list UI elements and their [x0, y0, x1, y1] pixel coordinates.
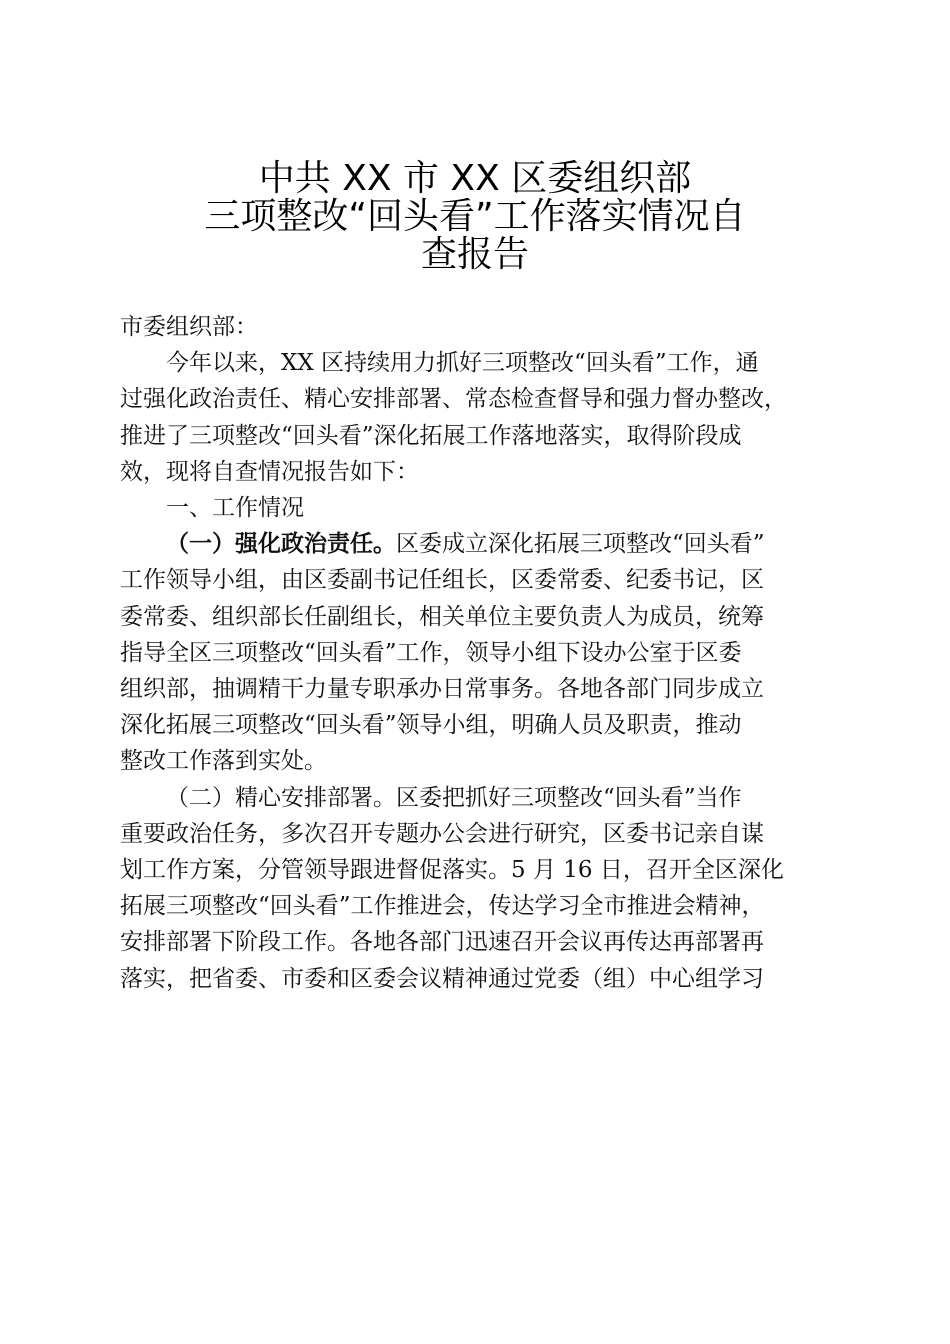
item1-line-7: 整改工作落到实处。 — [120, 748, 327, 775]
item1-first-line-rest: 区委成立深化拓展三项整改“回头看” — [396, 531, 765, 558]
item1-lead: （一）强化政治责任。 — [166, 531, 396, 558]
item1-line-2: 工作领导小组，由区委副书记任组长，区委常委、纪委书记，区 — [120, 567, 764, 594]
intro-line-3: 推进了三项整改“回头看”深化拓展工作落地落实，取得阶段成 — [120, 422, 742, 449]
document-body — [120, 309, 845, 997]
title-line-2: 三项整改“回头看”工作落实情况自 — [204, 196, 746, 237]
item2-line-5: 安排部署下阶段工作。各地各部门迅速召开会议再传达再部署再 — [120, 929, 764, 956]
salutation: 市委组织部： — [120, 314, 258, 340]
item2-line-3: 划工作方案，分管领导跟进督促落实。5 月 16 日，召开全区深化 — [120, 857, 784, 884]
item1-line-5: 组织部，抽调精干力量专职承办日常事务。各地各部门同步成立 — [120, 676, 764, 703]
item2-line-1: （二）精心安排部署。区委把抓好三项整改“回头看”当作 — [166, 784, 742, 811]
title-line-3: 查报告 — [420, 234, 529, 275]
item2-line-4: 拓展三项整改“回头看”工作推进会，传达学习全市推进会精神， — [120, 893, 765, 920]
item2-line-2: 重要政治任务，多次召开专题办公会进行研究，区委书记亲自谋 — [120, 820, 764, 847]
intro-line-4: 效，现将自查情况报告如下： — [120, 458, 419, 485]
item1-first-line — [120, 526, 845, 562]
section-heading-work-status: 一、工作情况 — [166, 495, 304, 522]
title-line-1: 中共 XX 市 XX 区委组织部 — [258, 158, 692, 199]
intro-line-1: 今年以来，XX 区持续用力抓好三项整改“回头看”工作，通 — [166, 350, 759, 377]
item1-line-6: 深化拓展三项整改“回头看”领导小组，明确人员及职责，推动 — [120, 712, 742, 739]
item1-line-4: 指导全区三项整改“回头看”工作，领导小组下设办公室于区委 — [120, 639, 742, 666]
document-title — [150, 160, 800, 274]
item1-line-3: 委常委、组织部长任副组长，相关单位主要负责人为成员，统筹 — [120, 603, 764, 630]
intro-line-2: 过强化政治责任、精心安排部署、常态检查督导和强力督办整改， — [120, 386, 787, 413]
item2-line-6: 落实，把省委、市委和区委会议精神通过党委（组）中心组学习 — [120, 965, 764, 992]
